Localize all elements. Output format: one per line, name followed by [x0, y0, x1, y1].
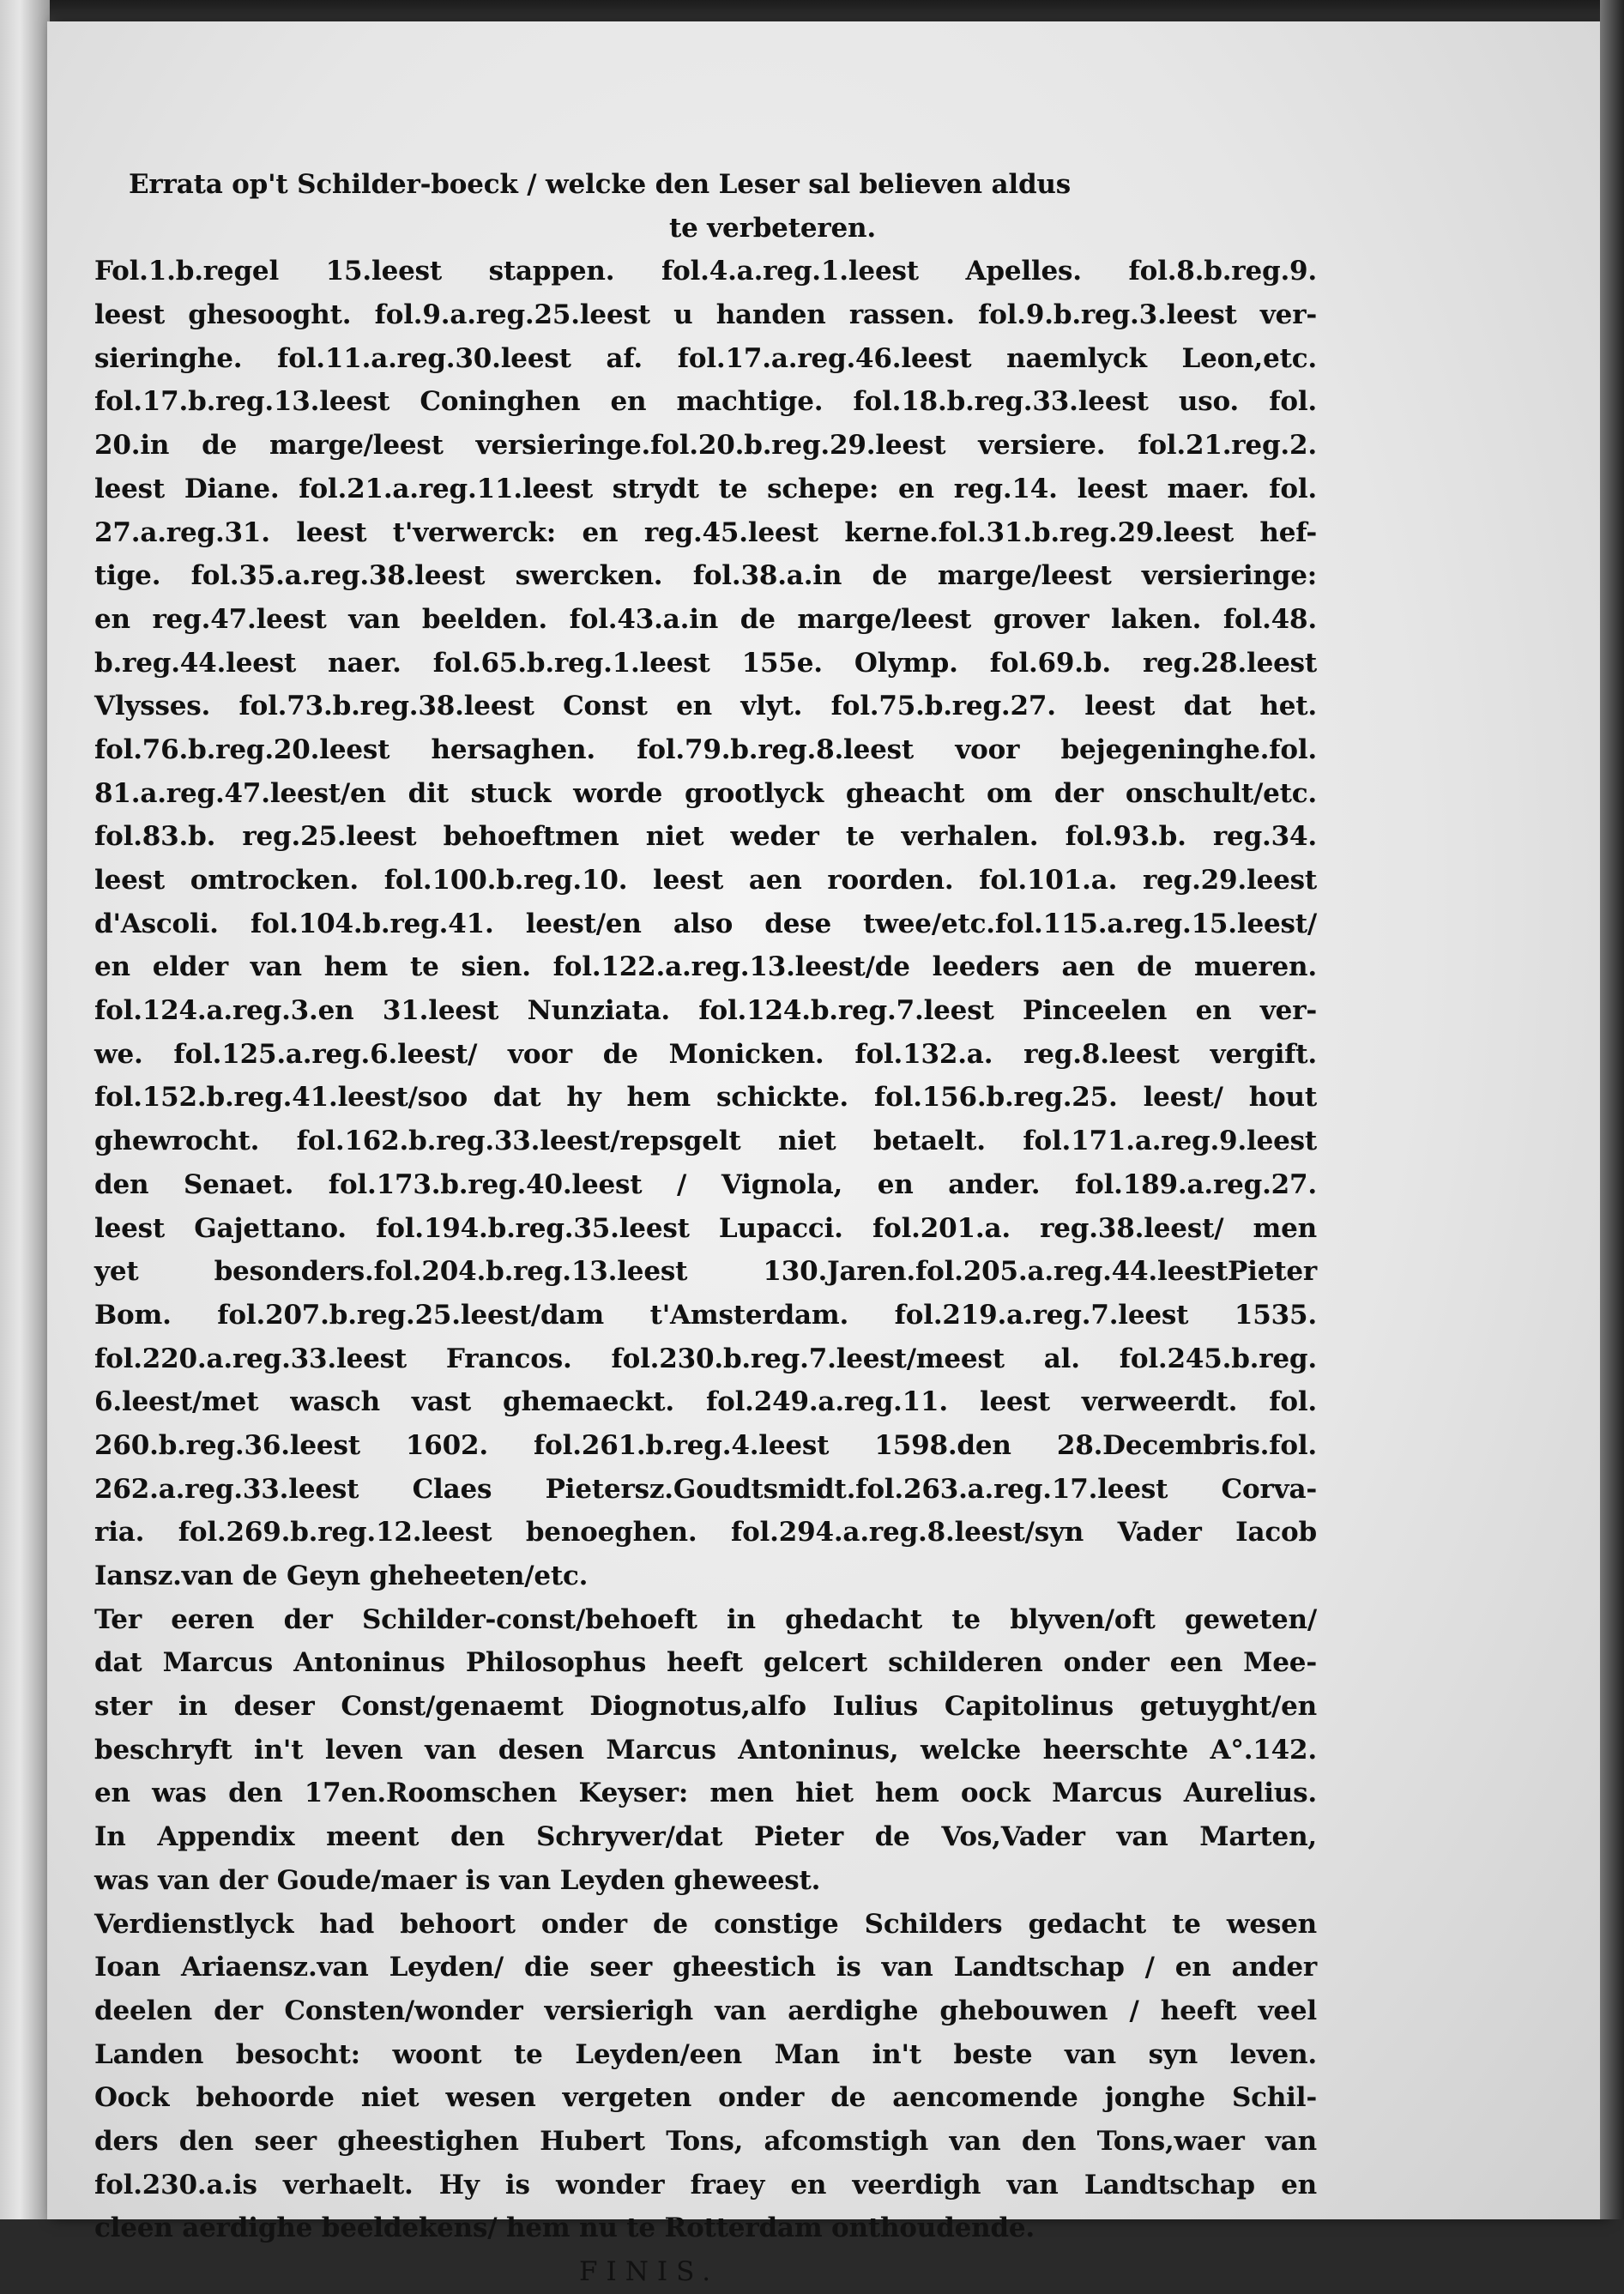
note-line: deelen der Consten/wonder versierigh van aerdighe ghebouwen / heeft veel [94, 1995, 1317, 2026]
errata-line: we. fol.125.a.reg.6.leest/ voor de Monicken. fol.132.a. reg.8.leest vergift. [94, 1038, 1317, 1070]
errata-line: 262.a.reg.33.leest Claes Pietersz.Goudtsmidt.fol.263.a.reg.17.leest Corva- [94, 1473, 1317, 1505]
errata-line: Bom. fol.207.b.reg.25.leest/dam t'Amsterdam. fol.219.a.reg.7.leest 1535. [94, 1299, 1317, 1331]
errata-line: fol.17.b.reg.13.leest Coninghen en machtige. fol.18.b.reg.33.leest uso. fol. [94, 386, 1317, 418]
note-line: Ter eeren der Schilder-const/behoeft in ghedacht te blyven/oft geweten/ [94, 1603, 1317, 1635]
errata-line: 260.b.reg.36.leest 1602. fol.261.b.reg.4.leest 1598.den 28.Decembris.fol. [94, 1429, 1317, 1461]
note-line: Landen besocht: woont te Leyden/een Man in't beste van syn leven. [94, 2038, 1317, 2070]
errata-line: en elder van hem te sien. fol.122.a.reg.13.leest/de leeders aen de mueren. [94, 951, 1317, 983]
errata-line: fol.220.a.reg.33.leest Francos. fol.230.b.reg.7.leest/meest al. fol.245.b.reg. [94, 1343, 1317, 1374]
errata-line: ria. fol.269.b.reg.12.leest benoeghen. fol.294.a.reg.8.leest/syn Vader Iacob [94, 1517, 1317, 1548]
errata-line: leest omtrocken. fol.100.b.reg.10. leest aen roorden. fol.101.a. reg.29.leest [94, 865, 1317, 896]
note-line: In Appendix meent den Schryver/dat Pieter de Vos,Vader van Marten, [94, 1821, 1317, 1853]
errata-line: fol.124.a.reg.3.en 31.leest Nunziata. fol.124.b.reg.7.leest Pinceelen en ver- [94, 995, 1317, 1027]
note-line: cleen aerdighe beeldekens/ hem nu te Rotterdam onthoudende. [94, 2213, 1035, 2244]
errata-line: Vlysses. fol.73.b.reg.38.leest Const en vlyt. fol.75.b.reg.27. leest dat het. [94, 691, 1317, 722]
note-line: Verdienstlyck had behoort onder de constige Schilders gedacht te wesen [94, 1908, 1317, 1940]
errata-line: ghewrocht. fol.162.b.reg.33.leest/repsgelt niet betaelt. fol.171.a.reg.9.leest [94, 1126, 1317, 1157]
errata-line: 27.a.reg.31. leest t'verwerck: en reg.45.leest kerne.fol.31.b.reg.29.leest hef- [94, 516, 1317, 548]
note-line: dat Marcus Antoninus Philosophus heeft gelcert schilderen onder een Mee- [94, 1647, 1317, 1679]
errata-line: fol.76.b.reg.20.leest hersaghen. fol.79.b.reg.8.leest voor bejegeninghe.fol. [94, 733, 1317, 765]
note-line: fol.230.a.is verhaelt. Hy is wonder fraey en veerdigh van Landtschap en [94, 2169, 1317, 2200]
paper-sheet [47, 21, 1604, 2287]
errata-line: tige. fol.35.a.reg.38.leest swercken. fol.38.a.in de marge/leest versieringe: [94, 560, 1317, 592]
note-line: ster in deser Const/genaemt Diognotus,alfo Iulius Capitolinus getuyght/en [94, 1691, 1317, 1723]
errata-line: d'Ascoli. fol.104.b.reg.41. leest/en also dese twee/etc.fol.115.a.reg.15.leest/ [94, 908, 1317, 939]
errata-line: leest Diane. fol.21.a.reg.11.leest strydt te schepe: en reg.14. leest maer. fol. [94, 473, 1317, 504]
errata-line: fol.83.b. reg.25.leest behoeftmen niet weder te verhalen. fol.93.b. reg.34. [94, 821, 1317, 853]
note-line: Ioan Ariaensz.van Leyden/ die seer gheestich is van Landtschap / en ander [94, 1952, 1317, 1983]
errata-line: 81.a.reg.47.leest/en dit stuck worde grootlyck gheacht om der onschult/etc. [94, 777, 1317, 809]
note-line: was van der Goude/maer is van Leyden gheweest. [94, 1864, 821, 1896]
errata-text-block [94, 163, 1317, 2294]
errata-line: sieringhe. fol.11.a.reg.30.leest af. fol.17.a.reg.46.leest naemlyck Leon,etc. [94, 342, 1317, 374]
note-line: beschryft in't leven van desen Marcus Antoninus, welcke heerschte A°.142. [94, 1734, 1317, 1766]
errata-line: den Senaet. fol.173.b.reg.40.leest / Vignola, en ander. fol.189.a.reg.27. [94, 1168, 1317, 1200]
previous-page-edge [0, 0, 50, 2219]
errata-line: b.reg.44.leest naer. fol.65.b.reg.1.leest 155e. Olymp. fol.69.b. reg.28.leest [94, 647, 1317, 679]
heading-line: Errata op't Schilder-boeck / welcke den Leser sal believen aldus [129, 169, 1072, 200]
heading-line: te verbeteren. [669, 212, 876, 244]
errata-line: yet besonders.fol.204.b.reg.13.leest 130.Jaren.fol.205.a.reg.44.leestPieter [94, 1256, 1317, 1288]
errata-line: Iansz.van de Geyn gheheeten/etc. [94, 1561, 589, 1591]
errata-line: fol.152.b.reg.41.leest/soo dat hy hem schickte. fol.156.b.reg.25. leest/ hout [94, 1082, 1317, 1114]
errata-line: Fol.1.b.regel 15.leest stappen. fol.4.a.reg.1.leest Apelles. fol.8.b.reg.9. [94, 256, 1317, 287]
book-right-edge [1600, 0, 1624, 2219]
note-line: Oock behoorde niet wesen vergeten onder de aencomende jonghe Schil- [94, 2082, 1317, 2114]
errata-line: en reg.47.leest van beelden. fol.43.a.in de marge/leest grover laken. fol.48. [94, 603, 1317, 635]
errata-line: leest ghesooght. fol.9.a.reg.25.leest u handen rassen. fol.9.b.reg.3.leest ver- [94, 299, 1317, 331]
note-line: ders den seer gheestighen Hubert Tons, afcomstigh van den Tons,waer van [94, 2125, 1317, 2157]
errata-line: 6.leest/met wasch vast ghemaeckt. fol.249.a.reg.11. leest verweerdt. fol. [94, 1386, 1317, 1418]
note-line: en was den 17en.Roomschen Keyser: men hiet hem oock Marcus Aurelius. [94, 1778, 1317, 1809]
errata-line: leest Gajettano. fol.194.b.reg.35.leest Lupacci. fol.201.a. reg.38.leest/ men [94, 1212, 1317, 1244]
finis-line: FINIS. [579, 2256, 720, 2287]
errata-line: 20.in de marge/leest versieringe.fol.20.b.reg.29.leest versiere. fol.21.reg.2. [94, 430, 1317, 462]
